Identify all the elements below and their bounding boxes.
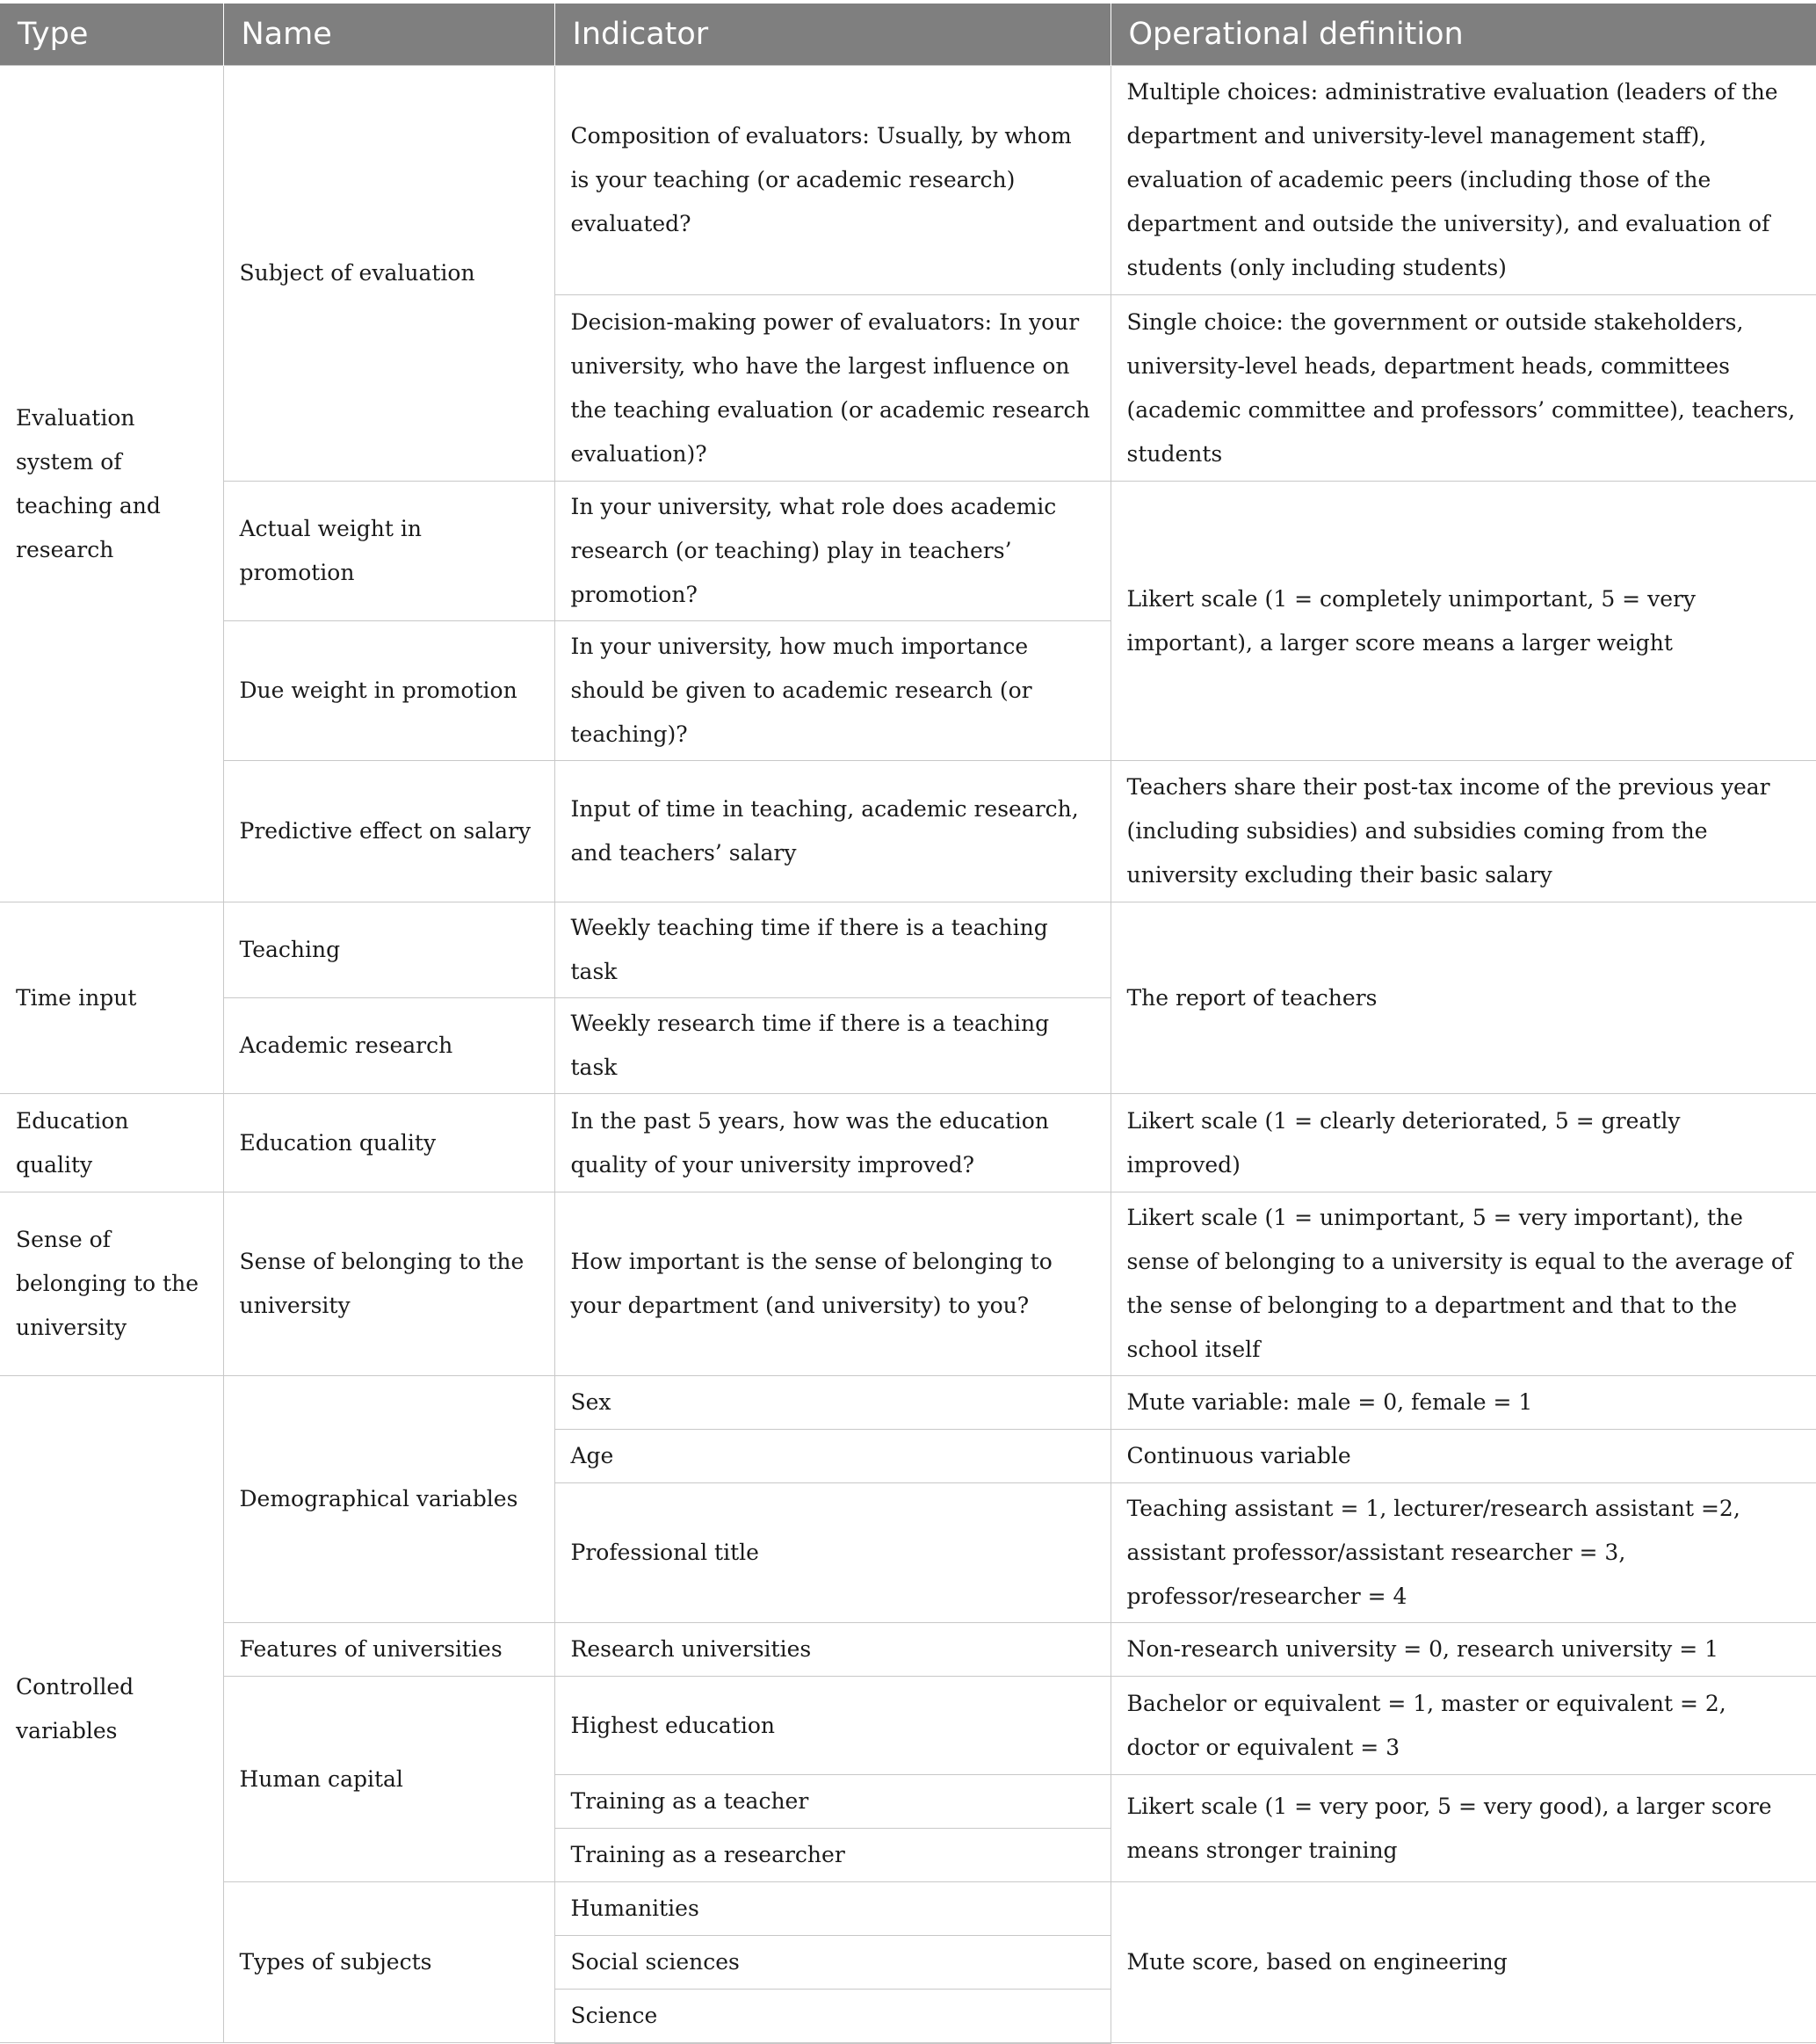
definition-cell: Mute score, based on engineering xyxy=(1111,1882,1816,2043)
indicator-cell: Input of time in teaching, academic research, and teachers’ salary xyxy=(554,761,1111,902)
table-row xyxy=(0,1094,1816,1192)
definition-cell: Teaching assistant = 1, lecturer/research assistant =2, assistant professor/assistant researcher = 3, professor/researcher = 4 xyxy=(1111,1483,1816,1623)
definition-cell: The report of teachers xyxy=(1111,902,1816,1094)
header-name: Name xyxy=(223,4,554,66)
type-cell: Evaluation system of teaching and research xyxy=(0,66,223,902)
definition-cell: Non-research university = 0, research university = 1 xyxy=(1111,1623,1816,1677)
definition-cell: Teachers share their post-tax income of the previous year (including subsidies) and subsidies coming from the university excluding their basic salary xyxy=(1111,761,1816,902)
indicator-cell: In your university, how much importance should be given to academic research (or teaching)? xyxy=(554,621,1111,761)
definition-cell: Multiple choices: administrative evaluation (leaders of the department and university-level management staff), evaluation of academic peers (including those of the department and outside the university), and evaluation of students (only including students) xyxy=(1111,66,1816,295)
name-cell: Due weight in promotion xyxy=(223,621,554,761)
header-row xyxy=(0,4,1816,66)
definition-cell: Continuous variable xyxy=(1111,1430,1816,1483)
name-cell: Human capital xyxy=(223,1677,554,1882)
definition-cell: Likert scale (1 = clearly deteriorated, 5 = greatly improved) xyxy=(1111,1094,1816,1192)
indicator-cell: Training as a researcher xyxy=(554,1829,1111,1882)
table-row xyxy=(0,1882,1816,1936)
definition-cell: Bachelor or equivalent = 1, master or equivalent = 2, doctor or equivalent = 3 xyxy=(1111,1677,1816,1775)
type-cell: Controlled variables xyxy=(0,1376,223,2043)
indicator-cell: Decision-making power of evaluators: In your university, who have the largest influence on the teaching evaluation (or academic research evaluation)? xyxy=(554,295,1111,482)
indicator-cell: Sex xyxy=(554,1376,1111,1430)
name-cell: Types of subjects xyxy=(223,1882,554,2043)
table-row xyxy=(0,761,1816,902)
definition-cell: Likert scale (1 = unimportant, 5 = very important), the sense of belonging to a university is equal to the average of the sense of belonging to a department and that to the school itself xyxy=(1111,1192,1816,1376)
name-cell: Actual weight in promotion xyxy=(223,482,554,621)
indicator-cell: Social sciences xyxy=(554,1936,1111,1990)
indicator-cell: Research universities xyxy=(554,1623,1111,1677)
variables-table xyxy=(0,4,1816,2044)
indicator-cell: In your university, what role does academic research (or teaching) play in teachers’ promotion? xyxy=(554,482,1111,621)
indicator-cell: Humanities xyxy=(554,1882,1111,1936)
type-cell: Education quality xyxy=(0,1094,223,1192)
name-cell: Teaching xyxy=(223,902,554,998)
indicator-cell: Age xyxy=(554,1430,1111,1483)
indicator-cell: How important is the sense of belonging to your department (and university) to you? xyxy=(554,1192,1111,1376)
indicator-cell: Training as a teacher xyxy=(554,1775,1111,1829)
table-row xyxy=(0,1677,1816,1775)
name-cell: Academic research xyxy=(223,998,554,1094)
indicator-cell: Science xyxy=(554,1990,1111,2043)
name-cell: Subject of evaluation xyxy=(223,66,554,482)
type-cell: Time input xyxy=(0,902,223,1094)
indicator-cell: In the past 5 years, how was the education quality of your university improved? xyxy=(554,1094,1111,1192)
definition-cell: Likert scale (1 = very poor, 5 = very good), a larger score means stronger training xyxy=(1111,1775,1816,1882)
name-cell: Predictive effect on salary xyxy=(223,761,554,902)
definition-cell: Single choice: the government or outside stakeholders, university-level heads, department heads, committees (academic committee and professors’ committee), teachers, students xyxy=(1111,295,1816,482)
type-cell: Sense of belonging to the university xyxy=(0,1192,223,1376)
table-row xyxy=(0,1623,1816,1677)
table-row xyxy=(0,902,1816,998)
table-row xyxy=(0,66,1816,295)
table-row xyxy=(0,482,1816,621)
indicator-cell: Professional title xyxy=(554,1483,1111,1623)
indicator-cell: Composition of evaluators: Usually, by whom is your teaching (or academic research) evaluated? xyxy=(554,66,1111,295)
indicator-cell: Weekly teaching time if there is a teaching task xyxy=(554,902,1111,998)
header-indicator: Indicator xyxy=(554,4,1111,66)
table-row xyxy=(0,1192,1816,1376)
name-cell: Sense of belonging to the university xyxy=(223,1192,554,1376)
definition-cell: Likert scale (1 = completely unimportant, 5 = very important), a larger score means a larger weight xyxy=(1111,482,1816,761)
definition-cell: Mute variable: male = 0, female = 1 xyxy=(1111,1376,1816,1430)
header-type: Type xyxy=(0,4,223,66)
name-cell: Features of universities xyxy=(223,1623,554,1677)
header-definition: Operational definition xyxy=(1111,4,1816,66)
indicator-cell: Weekly research time if there is a teaching task xyxy=(554,998,1111,1094)
table-row xyxy=(0,1376,1816,1430)
indicator-cell: Highest education xyxy=(554,1677,1111,1775)
name-cell: Demographical variables xyxy=(223,1376,554,1623)
name-cell: Education quality xyxy=(223,1094,554,1192)
